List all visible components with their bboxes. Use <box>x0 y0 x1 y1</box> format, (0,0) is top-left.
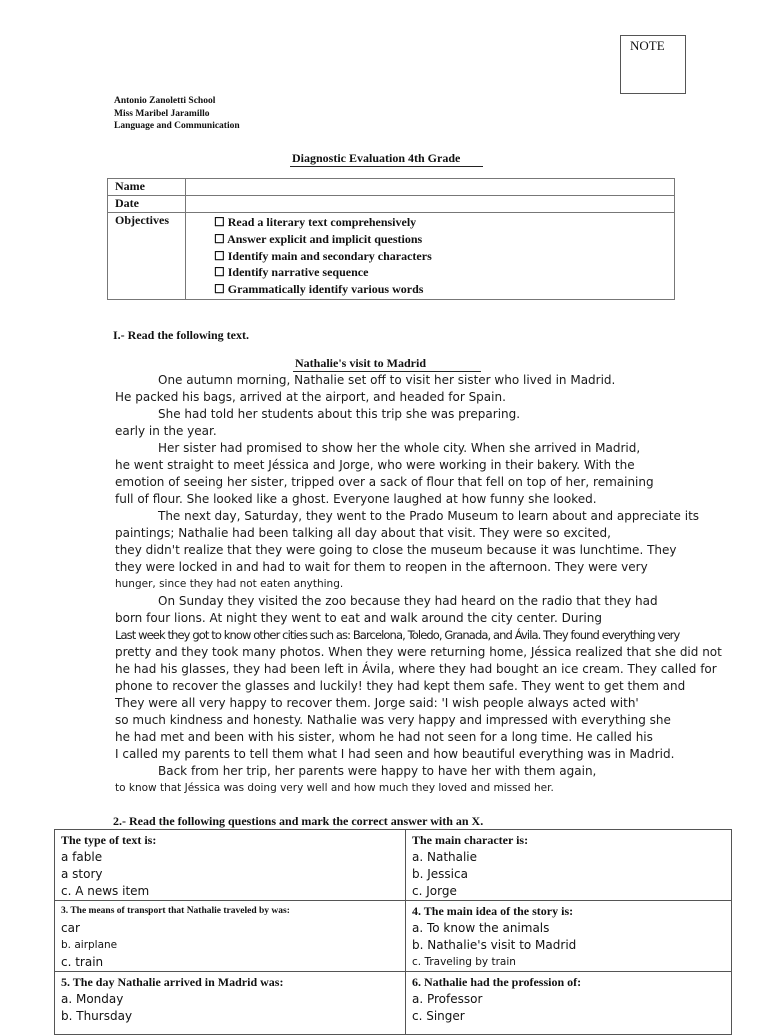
story-line: On Sunday they visited the zoo because they had heard on the radio that they had <box>158 594 658 608</box>
note-label: NOTE <box>630 38 665 53</box>
story-line: phone to recover the glasses and luckily! they had kept them safe. They went to get them and <box>115 679 686 693</box>
objective-item: ☐ Read a literary text comprehensively <box>214 215 417 229</box>
question-cell <box>55 830 406 901</box>
story-line: born four lions. At night they went to eat and walk around the city center. During <box>115 611 602 625</box>
answer-option[interactable]: b. Nathalie's visit to Madrid <box>412 938 577 952</box>
question-cell <box>55 901 406 972</box>
story-line: He packed his bags, arrived at the airport, and headed for Spain. <box>115 390 506 404</box>
section-1-heading: I.- Read the following text. <box>113 328 249 342</box>
story-line: so much kindness and honesty. Nathalie was very happy and impressed with everything she <box>115 713 671 727</box>
school-info <box>114 95 240 133</box>
title-underline <box>290 166 483 167</box>
answer-option[interactable]: c. Jorge <box>412 884 457 898</box>
objectives-list <box>186 213 675 300</box>
answer-option[interactable]: a. Professor <box>412 992 483 1006</box>
objectives-label: Objectives <box>108 213 186 300</box>
subject-name: Language and Communication <box>114 121 240 131</box>
question-cell <box>406 901 732 972</box>
question-prompt: 5. The day Nathalie arrived in Madrid was: <box>61 975 284 989</box>
story-line: they didn't realize that they were going to close the museum because it was lunchtime. They <box>115 543 677 557</box>
story-line: emotion of seeing her sister, tripped over a sack of flour that fell on top of her, remaining <box>115 475 654 489</box>
story-line: Last week they got to know other cities such as: Barcelona, Toledo, Granada, and Ávila. They found everything very <box>115 628 680 642</box>
question-prompt: 3. The means of transport that Nathalie traveled by was: <box>61 906 290 916</box>
story-line: paintings; Nathalie had been talking all day about that visit. They were so excited, <box>115 526 611 540</box>
answer-option[interactable]: b. airplane <box>61 939 118 951</box>
objective-item: ☐ Grammatically identify various words <box>214 282 424 297</box>
name-field[interactable] <box>186 179 675 196</box>
answer-option[interactable]: b. Jessica <box>412 867 468 881</box>
story-line: he had his glasses, they had been left in Ávila, where they had bought an ice cream. They called for <box>115 662 717 676</box>
answer-option[interactable]: c. train <box>61 955 104 969</box>
story-line: Back from her trip, her parents were happy to have her with them again, <box>158 764 597 778</box>
teacher-name: Miss Maribel Jaramillo <box>114 108 210 119</box>
answer-option[interactable]: a fable <box>61 850 103 864</box>
student-info-table <box>107 178 675 300</box>
note-box <box>620 35 686 94</box>
question-cell <box>55 972 406 1035</box>
answer-option[interactable]: c. Traveling by train <box>412 956 516 968</box>
answer-option[interactable]: c. Singer <box>412 1009 465 1023</box>
question-cell <box>406 830 732 901</box>
objective-item: ☐ Answer explicit and implicit questions <box>214 231 423 246</box>
question-prompt: The main character is: <box>412 833 529 847</box>
section-2-heading: 2.- Read the following questions and mark the correct answer with an X. <box>113 814 484 828</box>
answer-option[interactable]: a. To know the animals <box>412 921 550 935</box>
questions-table <box>54 829 732 1035</box>
date-field[interactable] <box>186 196 675 213</box>
answer-option[interactable]: a story <box>61 867 103 881</box>
story-line: pretty and they took many photos. When they were returning home, Jéssica realized that she did not <box>115 645 722 659</box>
story-title-underline <box>293 371 481 372</box>
story-line: hunger, since they had not eaten anything. <box>115 578 344 590</box>
question-prompt: 6. Nathalie had the profession of: <box>412 975 582 989</box>
story-line: The next day, Saturday, they went to the Prado Museum to learn about and appreciate its <box>158 509 700 523</box>
story-line: Her sister had promised to show her the whole city. When she arrived in Madrid, <box>158 441 641 455</box>
story-title: Nathalie's visit to Madrid <box>295 356 426 370</box>
objective-item: ☐ Identify narrative sequence <box>214 265 369 280</box>
objective-item: ☐ Identify main and secondary characters <box>214 248 432 263</box>
story-line: they were locked in and had to wait for them to reopen in the afternoon. They were very <box>115 560 648 574</box>
story-line: One autumn morning, Nathalie set off to visit her sister who lived in Madrid. <box>158 373 616 387</box>
story-line: he went straight to meet Jéssica and Jorge, who were working in their bakery. With the <box>115 458 635 472</box>
school-name: Antonio Zanoletti School <box>114 96 216 106</box>
story-line: I called my parents to tell them what I had seen and how beautiful everything was in Madrid. <box>115 747 675 761</box>
question-prompt: 4. The main idea of the story is: <box>412 904 574 918</box>
story-line: They were all very happy to recover them. Jorge said: 'I wish people always acted with' <box>115 696 639 710</box>
question-prompt: The type of text is: <box>61 833 157 847</box>
story-line: full of flour. She looked like a ghost. Everyone laughed at how funny she looked. <box>115 492 597 506</box>
date-label: Date <box>108 196 186 213</box>
name-label: Name <box>108 179 186 196</box>
answer-option[interactable]: car <box>61 921 80 935</box>
answer-option[interactable]: a. Nathalie <box>412 850 478 864</box>
answer-option[interactable]: b. Thursday <box>61 1009 133 1023</box>
question-cell <box>406 972 732 1035</box>
answer-option[interactable]: c. A news item <box>61 884 150 898</box>
story-line: She had told her students about this trip she was preparing. <box>158 407 521 421</box>
story-line: early in the year. <box>115 424 217 438</box>
document-title: Diagnostic Evaluation 4th Grade <box>292 151 461 165</box>
answer-option[interactable]: a. Monday <box>61 992 124 1006</box>
story-line: he had met and been with his sister, whom he had not seen for a long time. He called his <box>115 730 653 744</box>
story-line: to know that Jéssica was doing very well and how much they loved and missed her. <box>115 782 554 794</box>
